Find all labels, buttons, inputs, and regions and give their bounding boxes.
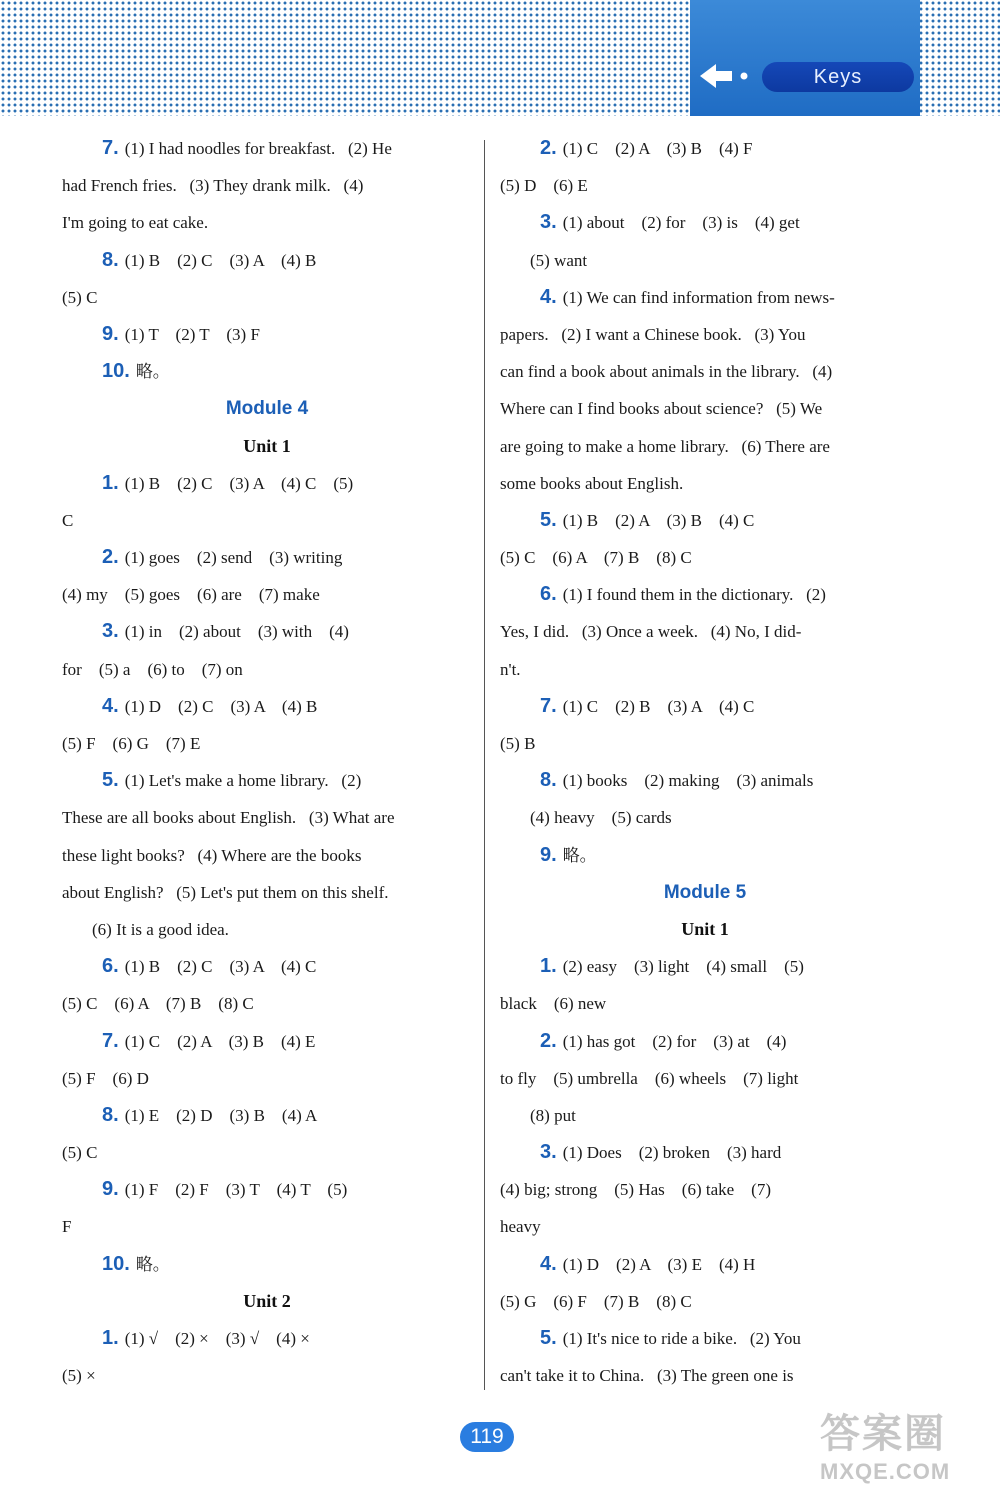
answer-line <box>500 428 910 465</box>
question-number: 4. <box>540 285 557 308</box>
back-arrow-icon <box>698 58 754 94</box>
answer-text: (5) C <box>62 287 98 307</box>
answer-text: to fly (5) umbrella (6) wheels (7) light <box>500 1068 799 1088</box>
answer-line <box>62 688 472 725</box>
answer-text: (1) goes (2) send (3) writing <box>124 548 343 568</box>
answer-text: had French fries. (3) They drank milk. (4) <box>62 176 364 196</box>
answer-line <box>500 279 910 316</box>
answer-text: I'm going to eat cake. <box>62 213 209 233</box>
answer-text: papers. (2) I want a Chinese book. (3) You <box>500 324 806 344</box>
answer-text: about English? (5) Let's put them on this shelf. <box>62 882 389 902</box>
answer-line <box>500 204 910 241</box>
answer-text: (5) F (6) G (7) E <box>62 734 201 753</box>
unit-heading: Unit 2 <box>243 1290 291 1311</box>
question-number: 8. <box>540 769 557 792</box>
answer-text: are going to make a home library. (6) There are <box>500 436 830 456</box>
answer-line <box>500 1097 910 1134</box>
answer-text: (1) has got (2) for (3) at (4) <box>562 1031 787 1051</box>
question-number: 10. <box>102 360 130 383</box>
answer-line <box>500 316 910 353</box>
answer-line <box>500 242 910 279</box>
answer-line <box>62 1171 472 1208</box>
answer-text: F <box>62 1217 72 1237</box>
answer-text: some books about English. <box>500 473 684 493</box>
answer-text: (5) C (6) A (7) B (8) C <box>62 994 254 1014</box>
answer-text: (5) F (6) D <box>62 1068 149 1088</box>
answer-text: (6) It is a good idea. <box>92 919 229 939</box>
answer-text: (1) C (2) A (3) B (4) E <box>124 1031 316 1051</box>
answer-line <box>62 651 472 688</box>
answer-line <box>500 613 910 650</box>
answer-line <box>62 725 472 762</box>
answer-text: 略。 <box>135 1254 170 1274</box>
answer-line <box>62 502 472 539</box>
answer-line <box>500 1283 910 1320</box>
answer-text: (1) B (2) C (3) A (4) C (5) <box>124 473 354 493</box>
answer-line <box>62 1060 472 1097</box>
question-number: 10. <box>102 1252 130 1275</box>
answer-text: (1) in (2) about (3) with (4) <box>124 622 349 642</box>
answer-text: can find a book about animals in the library. (4) <box>500 362 833 382</box>
answer-line <box>62 204 472 241</box>
answer-line <box>62 874 472 911</box>
module-heading: Module 4 <box>225 398 309 420</box>
answer-text: (5) × <box>62 1366 96 1386</box>
answer-line <box>500 1246 910 1283</box>
answer-line <box>500 390 910 427</box>
answer-text: (4) heavy (5) cards <box>530 808 672 828</box>
question-number: 5. <box>540 508 557 531</box>
page-number-badge: 119 <box>460 1422 514 1452</box>
answer-text: (1) We can find information from news- <box>562 287 835 307</box>
answer-text: (1) B (2) C (3) A (4) B <box>124 250 317 270</box>
answer-line <box>500 130 910 167</box>
question-number: 1. <box>102 1327 119 1349</box>
question-number: 9. <box>540 843 557 866</box>
question-number: 2. <box>102 546 119 569</box>
answer-line <box>500 1171 910 1208</box>
question-number: 8. <box>102 248 119 271</box>
answer-line <box>62 167 472 204</box>
question-number: 4. <box>102 694 119 717</box>
answer-line <box>500 1023 910 1060</box>
answer-line <box>500 1208 910 1245</box>
answer-line <box>500 985 910 1022</box>
question-number: 3. <box>540 211 557 234</box>
answer-line <box>500 762 910 799</box>
answer-text: these light books? (4) Where are the books <box>62 845 362 865</box>
answer-text: 略。 <box>135 362 170 382</box>
question-number: 7. <box>102 1029 119 1052</box>
answer-text: n't. <box>500 659 521 679</box>
answer-text: (1) T (2) T (3) F <box>124 324 260 344</box>
answer-text: (1) F (2) F (3) T (4) T (5) <box>124 1180 348 1200</box>
watermark-logo <box>820 1410 998 1496</box>
question-number: 6. <box>102 955 119 978</box>
answer-line <box>500 837 910 874</box>
answer-line <box>62 1023 472 1060</box>
answer-line <box>62 279 472 316</box>
answer-line <box>62 1357 472 1394</box>
left-answer-column <box>62 130 472 1394</box>
answer-text: (5) B <box>500 734 536 753</box>
answer-line <box>62 130 472 167</box>
answer-text: (1) D (2) C (3) A (4) B <box>124 696 318 716</box>
answer-text: (4) big; strong (5) Has (6) take (7) <box>500 1180 771 1200</box>
answer-line <box>62 948 472 985</box>
answer-line <box>62 799 472 836</box>
answer-text: (1) Does (2) broken (3) hard <box>562 1143 782 1163</box>
answer-line <box>62 353 472 390</box>
column-divider <box>484 140 485 1390</box>
question-number: 8. <box>102 1103 119 1126</box>
answer-line <box>62 1097 472 1134</box>
answer-line <box>500 651 910 688</box>
answer-line <box>62 316 472 353</box>
question-number: 7. <box>102 137 119 159</box>
question-number: 3. <box>540 1141 557 1164</box>
answer-line <box>500 1320 910 1357</box>
unit-heading: Unit 1 <box>681 918 729 939</box>
answer-line <box>62 837 472 874</box>
answer-text: (1) It's nice to ride a bike. (2) You <box>562 1329 801 1348</box>
question-number: 1. <box>540 955 557 978</box>
answer-line <box>62 613 472 650</box>
answer-line <box>500 465 910 502</box>
question-number: 5. <box>540 1327 557 1349</box>
answer-text: (2) easy (3) light (4) small (5) <box>562 957 804 977</box>
answer-line <box>62 242 472 279</box>
answer-text: (1) books (2) making (3) animals <box>562 771 814 791</box>
answer-text: (1) √ (2) × (3) √ (4) × <box>124 1329 310 1348</box>
answer-line <box>62 1208 472 1245</box>
answer-line <box>500 1060 910 1097</box>
question-number: 1. <box>102 471 119 494</box>
answer-text: (5) G (6) F (7) B (8) C <box>500 1291 692 1311</box>
answer-line <box>62 576 472 613</box>
answer-line <box>500 688 910 725</box>
answer-line <box>62 1134 472 1171</box>
answer-text: (1) about (2) for (3) is (4) get <box>562 213 800 233</box>
watermark-en: MXQE.COM <box>820 1459 951 1484</box>
answer-line <box>500 1134 910 1171</box>
answer-text: (1) B (2) C (3) A (4) C <box>124 957 317 977</box>
answer-text: (5) C <box>62 1143 98 1163</box>
answer-text: (1) E (2) D (3) B (4) A <box>124 1105 318 1125</box>
module-heading: Module 5 <box>663 881 747 903</box>
answer-line <box>500 353 910 390</box>
answer-text: 略。 <box>562 845 597 865</box>
answer-line <box>62 1246 472 1283</box>
question-number: 2. <box>540 1029 557 1052</box>
answer-line <box>500 1357 910 1394</box>
answer-text: heavy <box>500 1217 541 1237</box>
answer-text: (8) put <box>530 1105 576 1125</box>
question-number: 9. <box>102 1178 119 1201</box>
answer-line <box>500 576 910 613</box>
question-number: 7. <box>540 694 557 717</box>
answer-text: These are all books about English. (3) What are <box>62 808 395 828</box>
question-number: 5. <box>102 769 119 792</box>
answer-line <box>62 762 472 799</box>
answer-line <box>500 167 910 204</box>
answer-text: black (6) new <box>500 994 607 1014</box>
question-number: 9. <box>102 322 119 345</box>
answer-text: (1) C (2) B (3) A (4) C <box>562 696 755 716</box>
answer-text: Yes, I did. (3) Once a week. (4) No, I did- <box>500 622 802 642</box>
answer-line <box>500 725 910 762</box>
answer-text: C <box>62 510 74 530</box>
answer-text: Where can I find books about science? (5) We <box>500 399 823 419</box>
answer-line <box>500 948 910 985</box>
question-number: 6. <box>540 583 557 606</box>
answer-line <box>62 1320 472 1357</box>
answer-text: can't take it to China. (3) The green one is <box>500 1366 794 1386</box>
answer-text: for (5) a (6) to (7) on <box>62 659 243 679</box>
answer-text: (1) B (2) A (3) B (4) C <box>562 510 755 530</box>
answer-line <box>500 502 910 539</box>
answer-line <box>500 799 910 836</box>
answer-line <box>62 465 472 502</box>
question-number: 4. <box>540 1252 557 1275</box>
watermark-cn: 答案圈 <box>820 1412 946 1456</box>
answer-line <box>500 539 910 576</box>
answer-text: (5) C (6) A (7) B (8) C <box>500 548 692 568</box>
answer-text: (1) I had noodles for breakfast. (2) He <box>124 139 392 158</box>
answer-line <box>62 539 472 576</box>
unit-heading: Unit 1 <box>243 435 291 456</box>
right-answer-column <box>500 130 910 1394</box>
answer-line <box>62 911 472 948</box>
question-number: 2. <box>540 137 557 159</box>
answer-text: (5) want <box>530 250 588 270</box>
question-number: 3. <box>102 620 119 643</box>
answer-line <box>62 985 472 1022</box>
answer-text: (1) Let's make a home library. (2) <box>124 771 362 791</box>
answer-text: (5) D (6) E <box>500 176 588 196</box>
answer-text: (1) D (2) A (3) E (4) H <box>562 1254 756 1274</box>
keys-badge: Keys <box>762 62 914 92</box>
answer-text: (1) C (2) A (3) B (4) F <box>562 139 753 158</box>
answer-text: (4) my (5) goes (6) are (7) make <box>62 585 320 605</box>
answer-text: (1) I found them in the dictionary. (2) <box>562 585 826 605</box>
